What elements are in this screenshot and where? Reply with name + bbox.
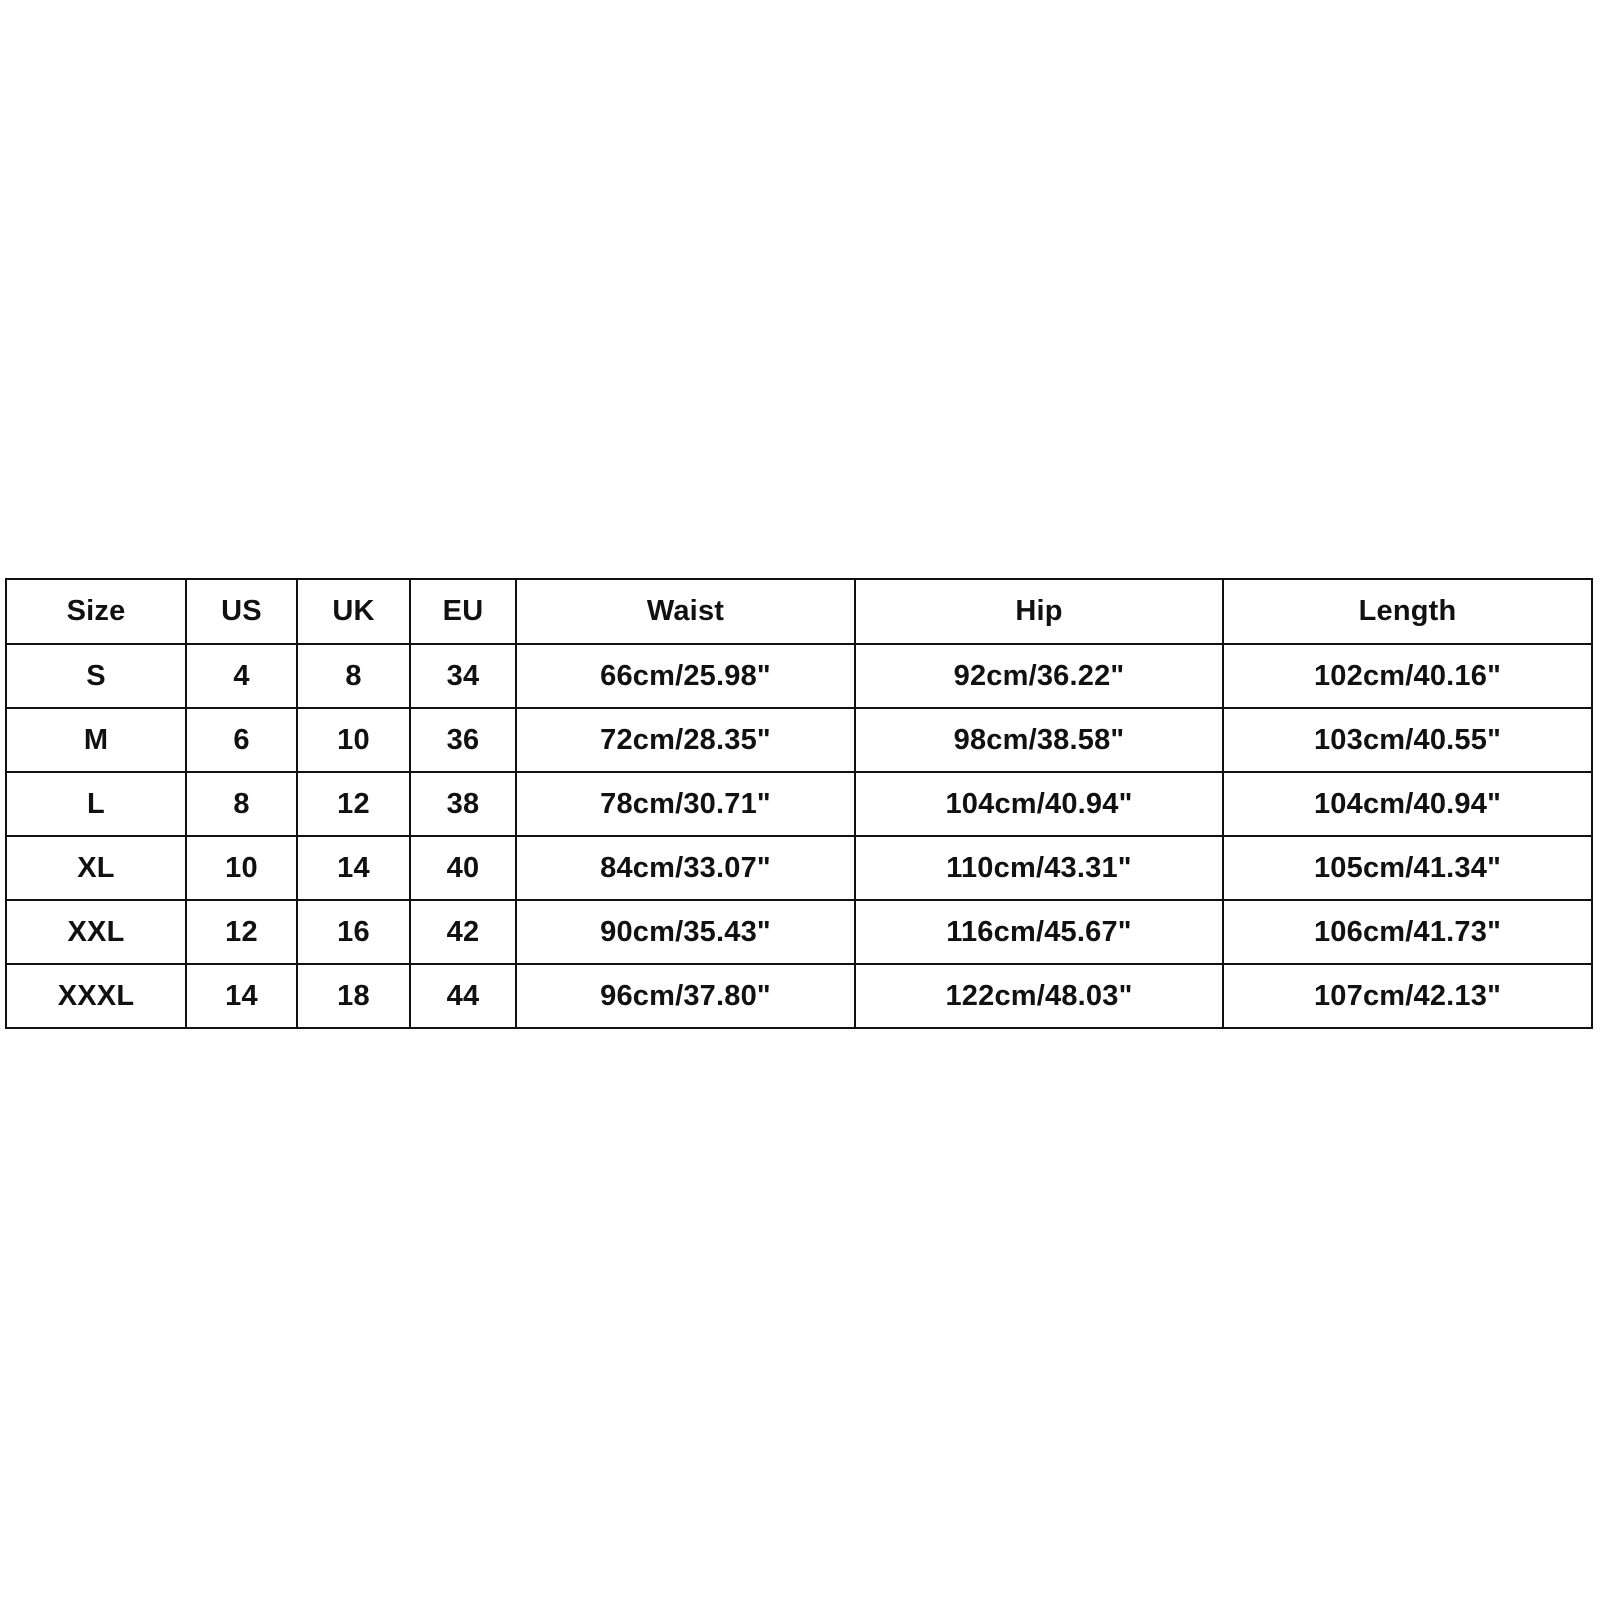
table-row <box>6 644 1592 708</box>
cell-length: 104cm/40.94" <box>1223 772 1592 836</box>
cell-eu: 42 <box>410 900 516 964</box>
size-chart-table <box>5 578 1593 1029</box>
cell-hip: 116cm/45.67" <box>855 900 1223 964</box>
table-row <box>6 708 1592 772</box>
cell-us: 10 <box>186 836 297 900</box>
cell-us: 8 <box>186 772 297 836</box>
cell-uk: 14 <box>297 836 410 900</box>
cell-length: 102cm/40.16" <box>1223 644 1592 708</box>
cell-hip: 122cm/48.03" <box>855 964 1223 1028</box>
header-us: US <box>186 579 297 644</box>
table-row <box>6 964 1592 1028</box>
cell-hip: 98cm/38.58" <box>855 708 1223 772</box>
cell-eu: 36 <box>410 708 516 772</box>
cell-uk: 16 <box>297 900 410 964</box>
cell-size: M <box>6 708 186 772</box>
cell-us: 6 <box>186 708 297 772</box>
cell-uk: 10 <box>297 708 410 772</box>
cell-size: XL <box>6 836 186 900</box>
cell-length: 105cm/41.34" <box>1223 836 1592 900</box>
header-waist: Waist <box>516 579 855 644</box>
cell-length: 103cm/40.55" <box>1223 708 1592 772</box>
cell-size: XXL <box>6 900 186 964</box>
cell-hip: 104cm/40.94" <box>855 772 1223 836</box>
cell-uk: 12 <box>297 772 410 836</box>
cell-hip: 110cm/43.31" <box>855 836 1223 900</box>
cell-eu: 38 <box>410 772 516 836</box>
cell-eu: 40 <box>410 836 516 900</box>
table-row <box>6 772 1592 836</box>
cell-eu: 34 <box>410 644 516 708</box>
table-row <box>6 836 1592 900</box>
cell-size: XXXL <box>6 964 186 1028</box>
cell-size: S <box>6 644 186 708</box>
header-hip: Hip <box>855 579 1223 644</box>
cell-waist: 96cm/37.80" <box>516 964 855 1028</box>
table-header-row <box>6 579 1592 644</box>
header-eu: EU <box>410 579 516 644</box>
cell-waist: 66cm/25.98" <box>516 644 855 708</box>
header-length: Length <box>1223 579 1592 644</box>
cell-eu: 44 <box>410 964 516 1028</box>
header-size: Size <box>6 579 186 644</box>
cell-waist: 72cm/28.35" <box>516 708 855 772</box>
cell-us: 12 <box>186 900 297 964</box>
cell-us: 4 <box>186 644 297 708</box>
cell-hip: 92cm/36.22" <box>855 644 1223 708</box>
cell-length: 106cm/41.73" <box>1223 900 1592 964</box>
cell-uk: 8 <box>297 644 410 708</box>
cell-waist: 84cm/33.07" <box>516 836 855 900</box>
cell-uk: 18 <box>297 964 410 1028</box>
cell-length: 107cm/42.13" <box>1223 964 1592 1028</box>
header-uk: UK <box>297 579 410 644</box>
cell-us: 14 <box>186 964 297 1028</box>
cell-waist: 90cm/35.43" <box>516 900 855 964</box>
cell-size: L <box>6 772 186 836</box>
table-row <box>6 900 1592 964</box>
cell-waist: 78cm/30.71" <box>516 772 855 836</box>
